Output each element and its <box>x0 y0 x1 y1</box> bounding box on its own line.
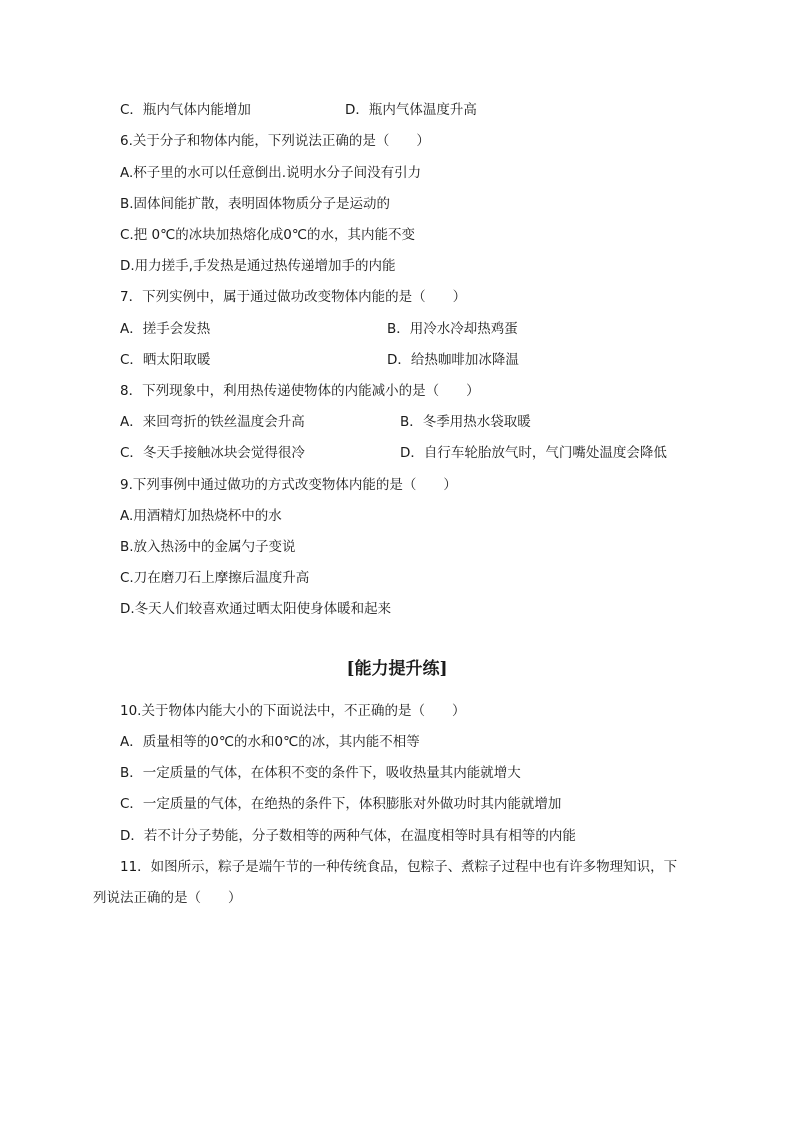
question-7: 7．下列实例中，属于通过做功改变物体内能的是（ ） <box>120 289 467 305</box>
option-6c: C.把 0℃的冰块加热熔化成0℃的水，其内能不变 <box>120 227 416 243</box>
option-9b: B.放入热汤中的金属勺子变说 <box>120 539 296 555</box>
option-7a: A．搓手会发热 <box>120 321 211 337</box>
question-6: 6.关于分子和物体内能，下列说法正确的是（ ） <box>120 133 430 149</box>
option-9c: C.刀在磨刀石上摩擦后温度升高 <box>120 570 310 586</box>
section-heading: [能力提升练] <box>346 659 448 679</box>
option-7c: C．晒太阳取暖 <box>120 352 211 368</box>
option-5c: C．瓶内气体内能增加 <box>120 102 251 118</box>
option-10b: B．一定质量的气体，在体积不变的条件下，吸收热量其内能就增大 <box>120 765 521 781</box>
question-11-line1: 11．如图所示，粽子是端午节的一种传统食品，包粽子、煮粽子过程中也有许多物理知识，下 <box>120 859 678 875</box>
question-8: 8．下列现象中，利用热传递使物体的内能减小的是（ ） <box>120 383 480 399</box>
option-6b: B.固体间能扩散，表明固体物质分子是运动的 <box>120 196 391 212</box>
question-10: 10.关于物体内能大小的下面说法中，不正确的是（ ） <box>120 703 466 719</box>
option-9a: A.用酒精灯加热烧杯中的水 <box>120 508 282 524</box>
option-10a: A．质量相等的0℃的水和0℃的冰，其内能不相等 <box>120 734 420 750</box>
option-9d: D.冬天人们较喜欢通过晒太阳使身体暖和起来 <box>120 601 392 617</box>
option-8b: B．冬季用热水袋取暖 <box>400 414 531 430</box>
option-7b: B．用冷水冷却热鸡蛋 <box>387 321 518 337</box>
option-10d: D．若不计分子势能，分子数相等的两种气体，在温度相等时具有相等的内能 <box>120 828 576 844</box>
option-10c: C．一定质量的气体，在绝热的条件下，体积膨胀对外做功时其内能就增加 <box>120 796 562 812</box>
option-6a: A.杯子里的水可以任意倒出.说明水分子间没有引力 <box>120 165 422 181</box>
option-6d: D.用力搓手,手发热是通过热传递增加手的内能 <box>120 258 396 274</box>
question-11-line2: 列说法正确的是（ ） <box>93 890 242 906</box>
option-8c: C．冬天手接触冰块会觉得很冷 <box>120 445 305 461</box>
option-7d: D．给热咖啡加冰降温 <box>387 352 519 368</box>
option-8a: A．来回弯折的铁丝温度会升高 <box>120 414 305 430</box>
option-8d: D．自行车轮胎放气时，气门嘴处温度会降低 <box>400 445 667 461</box>
option-5d: D．瓶内气体温度升高 <box>345 102 477 118</box>
question-9: 9.下列事例中通过做功的方式改变物体内能的是（ ） <box>120 477 457 493</box>
